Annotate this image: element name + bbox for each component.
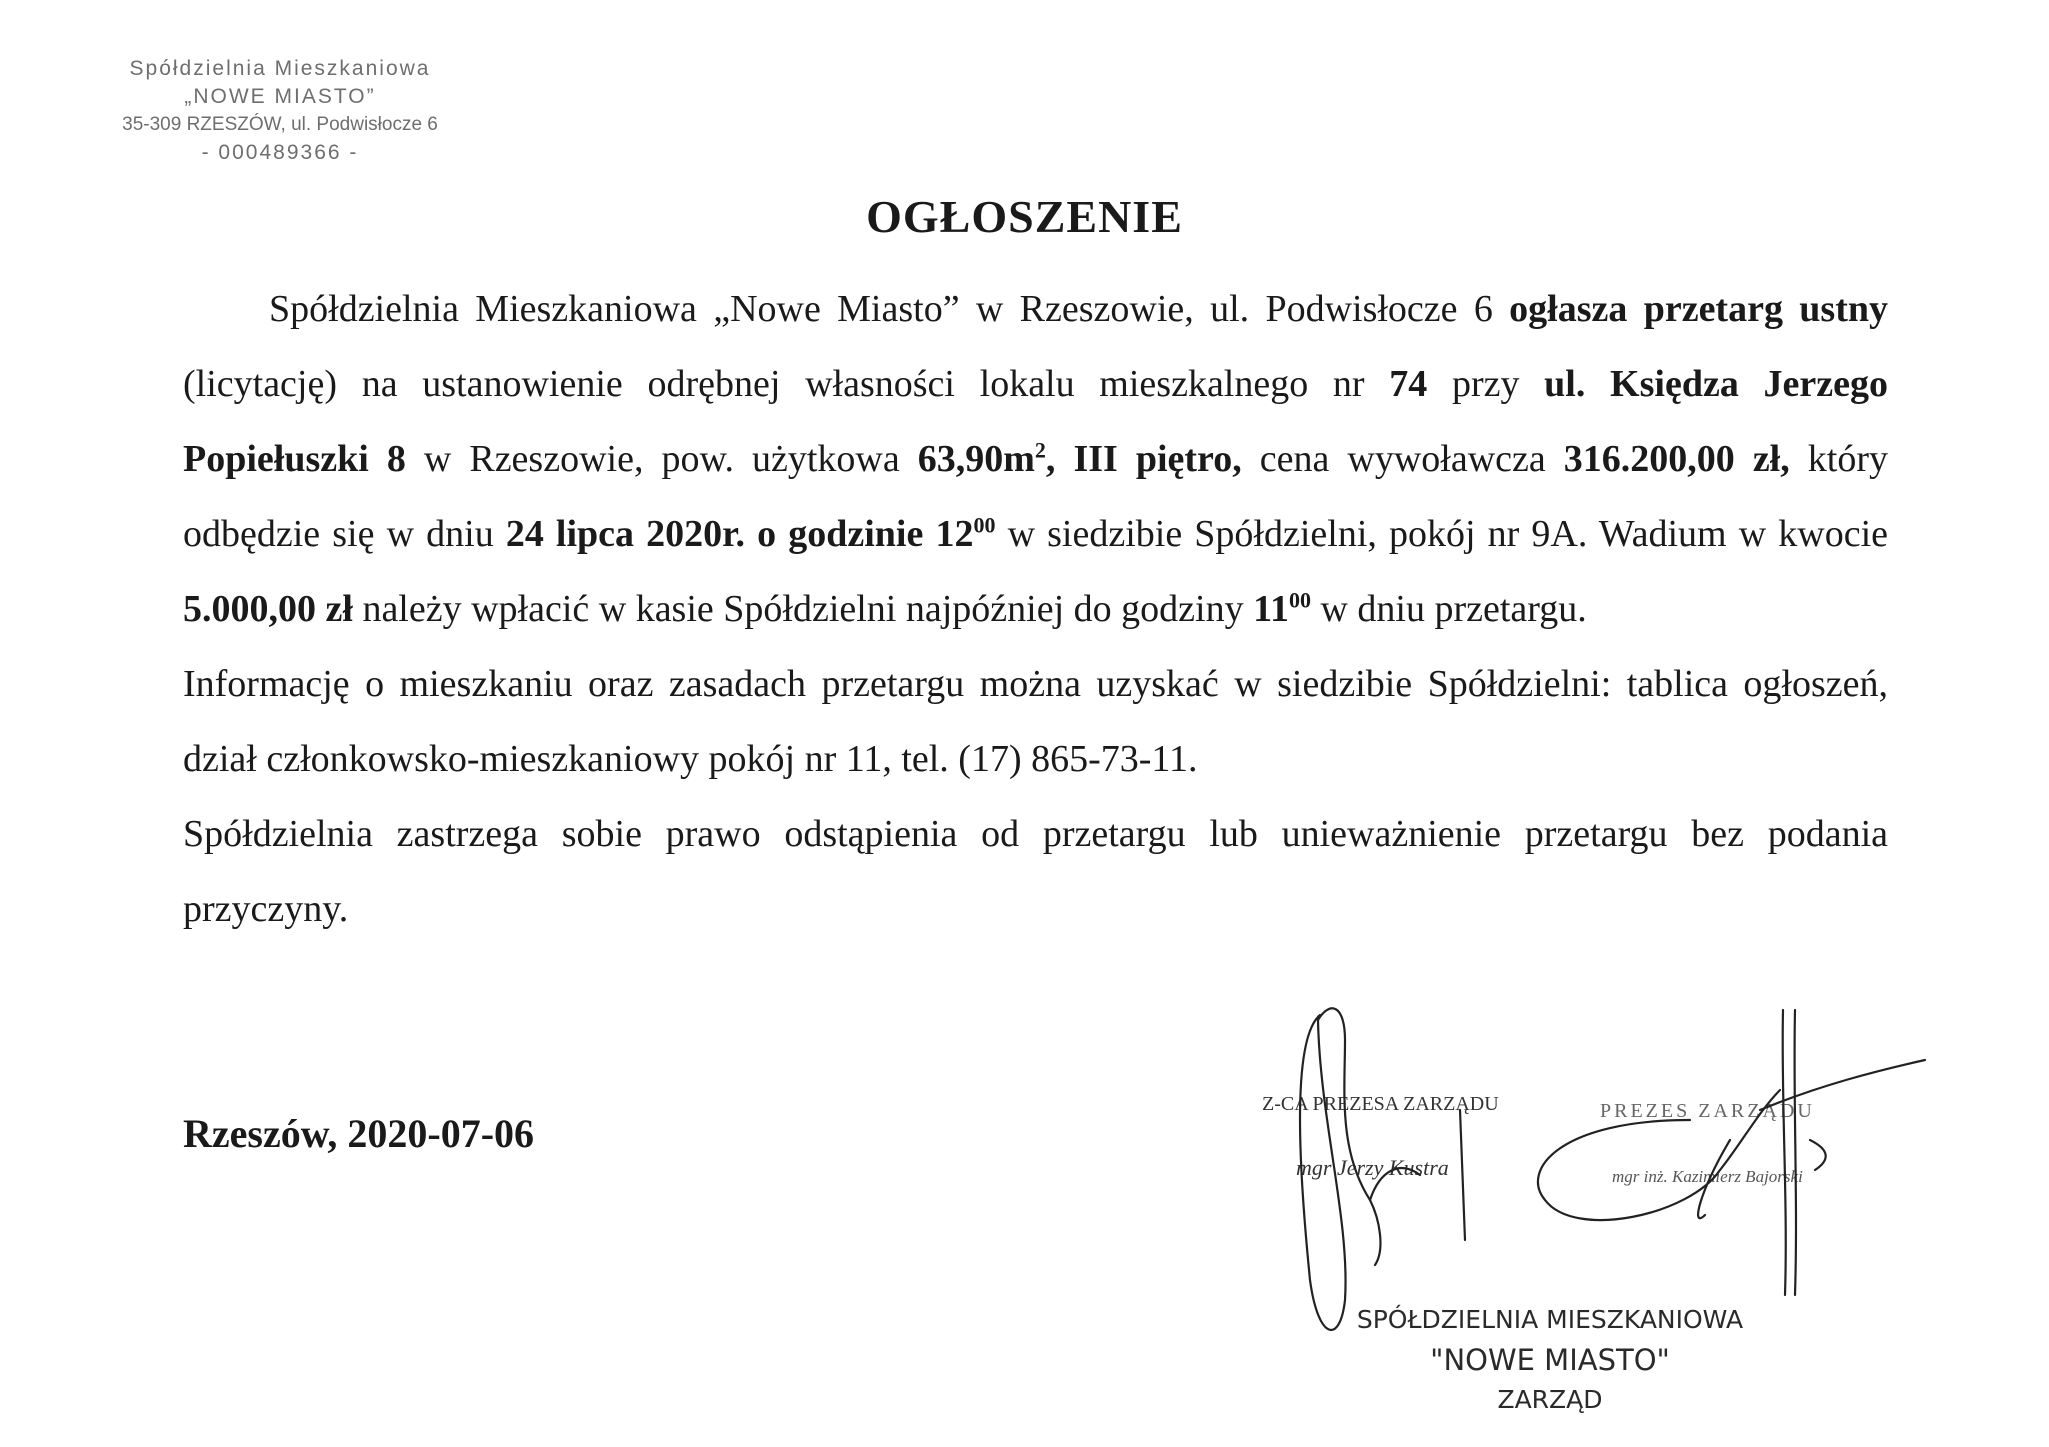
text-segment: cena wywoławcza	[1241, 438, 1564, 480]
text-segment: w dniu przetargu.	[1310, 588, 1587, 630]
seal-line-name: "NOWE MIASTO"	[1430, 1343, 1670, 1377]
bold-segment: ul. Księdza Jerzego Popiełuszki 8	[183, 363, 1888, 480]
hour-text: 11	[1253, 588, 1289, 630]
seal-line-board: ZARZĄD	[1497, 1385, 1603, 1414]
bold-segment: 74	[1389, 363, 1428, 405]
bold-segment: ogłasza przetarg ustny	[1509, 288, 1888, 330]
text-segment: przy	[1427, 363, 1545, 405]
text-segment: należy wpłacić w kasie Spółdzielni najpóźniej do godziny	[352, 588, 1254, 630]
seal-line-org: SPÓŁDZIELNIA MIESZKANIOWA	[1356, 1305, 1744, 1334]
header-stamp	[100, 55, 460, 167]
deposit-value: 5.000,00 zł	[183, 588, 353, 630]
area-number: 63,90m	[917, 438, 1035, 480]
text-segment: Spółdzielnia Mieszkaniowa „Nowe Miasto” w Rzeszowie, ul. Podwisłocze 6	[269, 288, 1510, 330]
paragraph-reservation: Spółdzielnia zastrzega sobie prawo odstąpienia od przetargu lub unieważnienie przetargu bez podania przyczyny.	[183, 813, 1888, 930]
text-segment: który odbędzie się w dniu	[183, 438, 1888, 555]
text-segment: w Rzeszowie, pow. użytkowa	[405, 438, 918, 480]
text-segment: (licytację) na ustanowienie odrębnej własności lokalu mieszkalnego nr	[183, 363, 1390, 405]
document-title: OGŁOSZENIE	[866, 191, 1183, 242]
area-value	[918, 438, 1242, 480]
hour-superscript: 00	[1288, 587, 1311, 613]
stamp-line-org: Spółdzielnia Mieszkaniowa	[129, 57, 431, 80]
deadline-hour	[1253, 588, 1311, 630]
datetime-text: 24 lipca 2020r. o godzinie 12	[505, 513, 974, 555]
stamp-line-name: „NOWE MIASTO”	[184, 85, 376, 108]
president-title: PREZES ZARZĄDU	[1600, 1100, 1815, 1122]
stamp-line-regon: - 000489366 -	[201, 141, 359, 164]
president-name: mgr inż. Kazimierz Bajorski	[1612, 1167, 1803, 1186]
paragraph-auction	[183, 272, 1888, 647]
announcement-body	[183, 272, 1888, 947]
stamp-line-address: 35-309 RZESZÓW, ul. Podwisłocze 6	[122, 114, 438, 135]
time-superscript: 00	[973, 512, 996, 538]
document-date: Rzeszów, 2020-07-06	[183, 1111, 535, 1156]
area-superscript: 2	[1034, 437, 1046, 463]
price-value: 316.200,00 zł,	[1563, 438, 1790, 480]
vice-president-name: mgr Jerzy Kustra	[1296, 1155, 1449, 1180]
text-segment: w siedzibie Spółdzielni, pokój nr 9A. Wadium w kwocie	[995, 513, 1888, 555]
paragraph-info: Informację o mieszkaniu oraz zasadach przetargu można uzyskać w siedzibie Spółdzielni: tablica ogłoszeń, dział członkowsko-mieszkaniowy pokój nr 11, tel. (17) 865-73-11.	[183, 663, 1888, 780]
floor-value: , III piętro,	[1045, 438, 1242, 480]
auction-datetime	[506, 513, 996, 555]
board-seal	[1320, 1300, 1780, 1420]
vice-president-title: Z-CA PREZESA ZARZĄDU	[1262, 1093, 1499, 1115]
